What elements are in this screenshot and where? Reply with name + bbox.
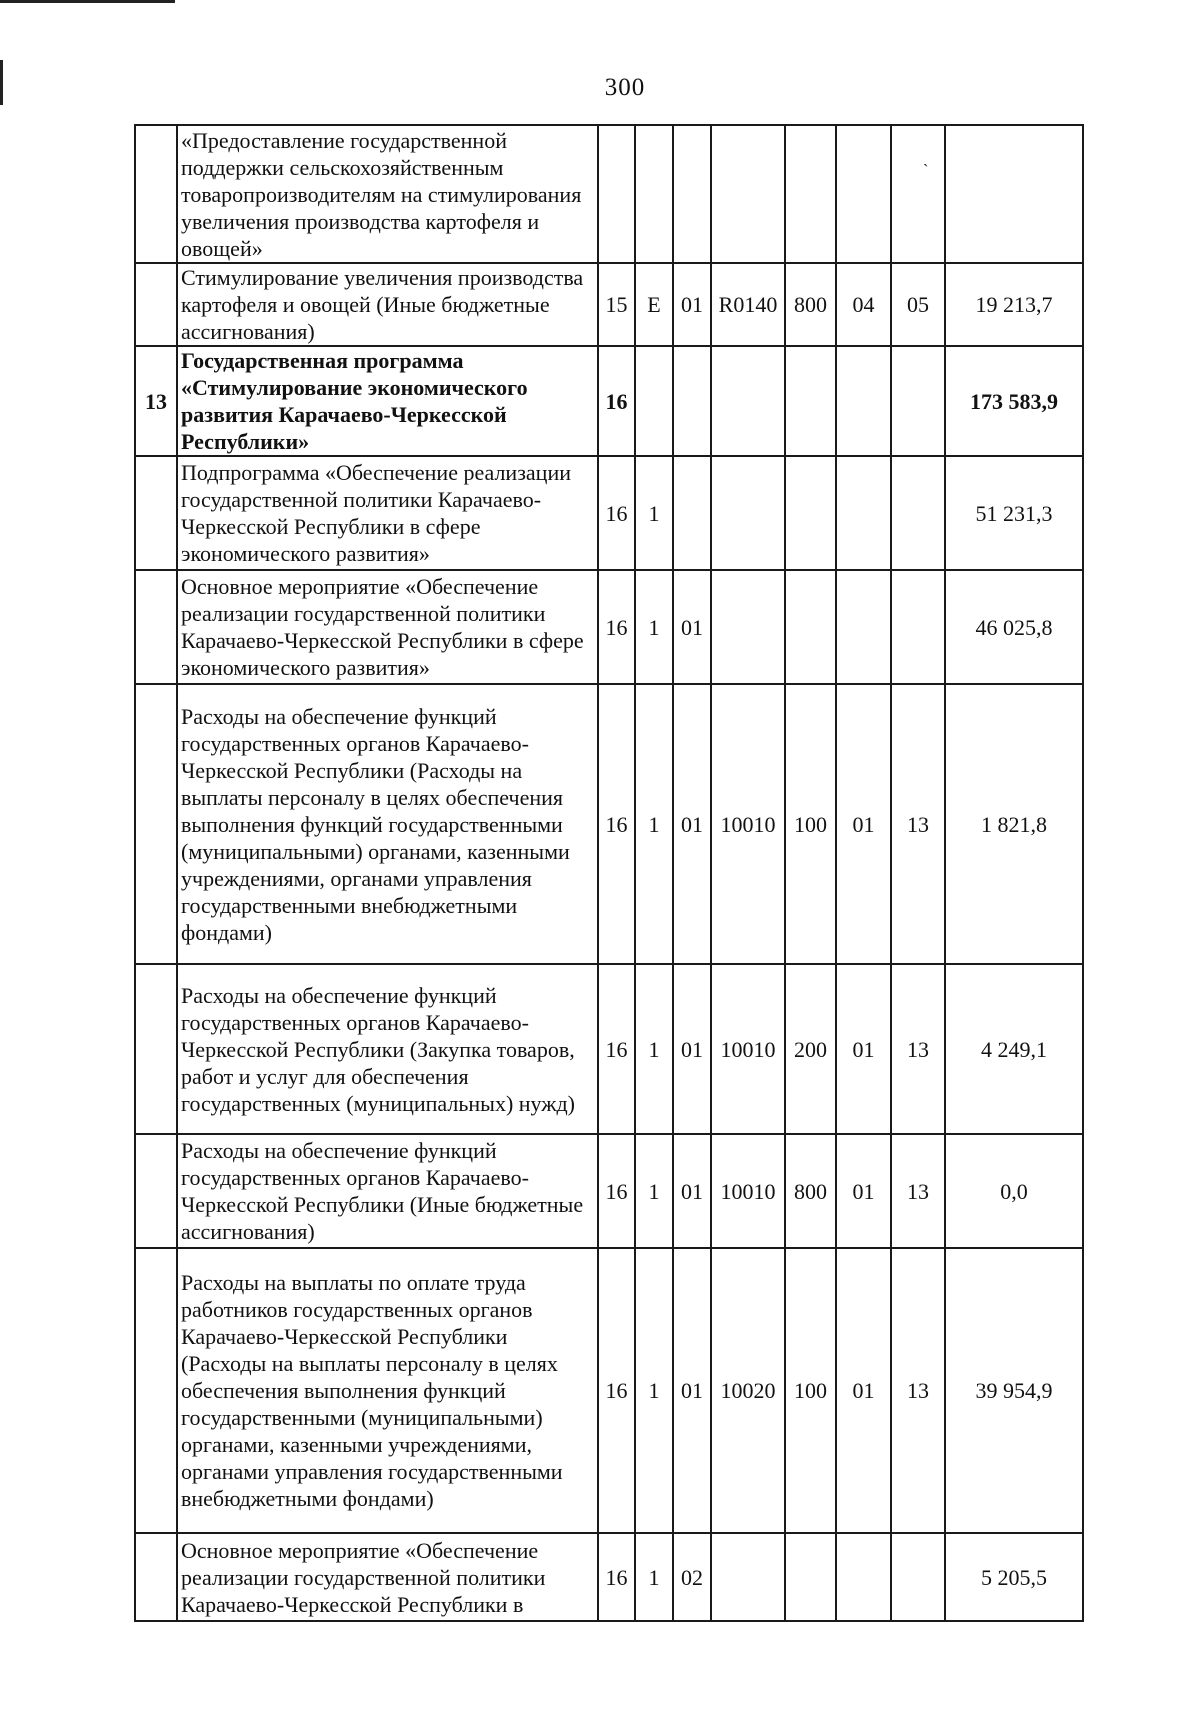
table-row (135, 263, 1083, 346)
table-row (135, 1134, 1083, 1248)
code-event-cell: 01 (673, 1248, 711, 1533)
amount-cell: 39 954,9 (945, 1248, 1083, 1533)
code-direction-cell (711, 1533, 785, 1621)
code-ministry-cell (598, 125, 635, 263)
table-row (135, 1248, 1083, 1533)
code-event-cell: 01 (673, 570, 711, 684)
code-expense-type-cell: 100 (785, 1248, 836, 1533)
code-ministry-cell: 16 (598, 964, 635, 1134)
table-row (135, 125, 1083, 263)
code-subsection-cell (891, 570, 945, 684)
page-number: 300 (604, 74, 646, 101)
row-number-cell (135, 684, 177, 964)
amount-cell: 51 231,3 (945, 456, 1083, 570)
code-event-cell: 01 (673, 964, 711, 1134)
code-subsection-cell: 05 (891, 263, 945, 346)
item-name-cell: Стимулирование увеличения производства картофеля и овощей (Иные бюджетные ассигнования) (177, 263, 598, 346)
code-section-cell: 01 (836, 964, 891, 1134)
code-subprogram-cell: 1 (635, 684, 673, 964)
item-name-cell: Основное мероприятие «Обеспечение реализации государственной политики Карачаево-Черкесской Республики в сфере экономического развития» (177, 570, 598, 684)
code-subsection-cell (891, 125, 945, 263)
code-direction-cell: R0140 (711, 263, 785, 346)
stray-tick-mark: ˋ (923, 162, 929, 179)
code-subsection-cell: 13 (891, 1248, 945, 1533)
code-expense-type-cell (785, 456, 836, 570)
code-subprogram-cell: 1 (635, 1533, 673, 1621)
code-expense-type-cell: 800 (785, 263, 836, 346)
code-subsection-cell (891, 456, 945, 570)
code-subprogram-cell: 1 (635, 1248, 673, 1533)
table-row (135, 456, 1083, 570)
item-name-cell: Расходы на обеспечение функций государственных органов Карачаево-Черкесской Республики (Иные бюджетные ассигнования) (177, 1134, 598, 1248)
amount-cell (945, 125, 1083, 263)
code-expense-type-cell (785, 346, 836, 456)
amount-cell: 0,0 (945, 1134, 1083, 1248)
row-number-cell (135, 1248, 177, 1533)
code-expense-type-cell: 200 (785, 964, 836, 1134)
code-direction-cell (711, 125, 785, 263)
code-subsection-cell: 13 (891, 684, 945, 964)
amount-cell: 4 249,1 (945, 964, 1083, 1134)
amount-cell: 1 821,8 (945, 684, 1083, 964)
code-subprogram-cell: 1 (635, 570, 673, 684)
code-ministry-cell: 16 (598, 1248, 635, 1533)
code-subprogram-cell: 1 (635, 456, 673, 570)
code-expense-type-cell: 800 (785, 1134, 836, 1248)
row-number-cell (135, 456, 177, 570)
code-direction-cell: 10020 (711, 1248, 785, 1533)
table-row (135, 964, 1083, 1134)
code-section-cell: 01 (836, 1248, 891, 1533)
amount-cell: 19 213,7 (945, 263, 1083, 346)
row-number-cell (135, 964, 177, 1134)
code-subsection-cell: 13 (891, 964, 945, 1134)
code-expense-type-cell: 100 (785, 684, 836, 964)
code-subsection-cell (891, 346, 945, 456)
code-ministry-cell: 16 (598, 570, 635, 684)
item-name-cell: Подпрограмма «Обеспечение реализации государственной политики Карачаево-Черкесской Республики в сфере экономического развития» (177, 456, 598, 570)
code-ministry-cell: 16 (598, 346, 635, 456)
code-direction-cell (711, 346, 785, 456)
item-name-cell: «Предоставление государственной поддержки сельскохозяйственным товаропроизводителям на стимулирования увеличения производства картофеля и овощей» (177, 125, 598, 263)
code-section-cell (836, 346, 891, 456)
code-direction-cell: 10010 (711, 964, 785, 1134)
code-event-cell: 01 (673, 1134, 711, 1248)
item-name-cell: Государственная программа «Стимулирование экономического развития Карачаево-Черкесской Республики» (177, 346, 598, 456)
code-event-cell (673, 456, 711, 570)
row-number-cell (135, 263, 177, 346)
code-section-cell (836, 125, 891, 263)
budget-table-body (135, 125, 1083, 1621)
code-subsection-cell: 13 (891, 1134, 945, 1248)
code-section-cell: 01 (836, 684, 891, 964)
code-ministry-cell: 16 (598, 456, 635, 570)
item-name-cell: Расходы на обеспечение функций государственных органов Карачаево-Черкесской Республики (Закупка товаров, работ и услуг для обеспечения государственных (муниципальных) нужд) (177, 964, 598, 1134)
item-name-cell: Основное мероприятие «Обеспечение реализации государственной политики Карачаево-Черкесской Республики в (177, 1533, 598, 1621)
code-ministry-cell: 16 (598, 1134, 635, 1248)
code-event-cell (673, 125, 711, 263)
code-expense-type-cell (785, 570, 836, 684)
code-section-cell: 04 (836, 263, 891, 346)
table-row (135, 684, 1083, 964)
code-subprogram-cell: E (635, 263, 673, 346)
code-ministry-cell: 15 (598, 263, 635, 346)
row-number-cell (135, 570, 177, 684)
code-direction-cell: 10010 (711, 684, 785, 964)
code-event-cell: 01 (673, 684, 711, 964)
code-subprogram-cell (635, 125, 673, 263)
code-expense-type-cell (785, 125, 836, 263)
code-subprogram-cell: 1 (635, 964, 673, 1134)
code-section-cell: 01 (836, 1134, 891, 1248)
budget-table (134, 124, 1084, 1622)
code-event-cell: 01 (673, 263, 711, 346)
code-subprogram-cell (635, 346, 673, 456)
code-ministry-cell: 16 (598, 1533, 635, 1621)
row-number-cell (135, 125, 177, 263)
code-event-cell (673, 346, 711, 456)
amount-cell: 5 205,5 (945, 1533, 1083, 1621)
amount-cell: 46 025,8 (945, 570, 1083, 684)
item-name-cell: Расходы на выплаты по оплате труда работников государственных органов Карачаево-Черкесской Республики (Расходы на выплаты персоналу в целях обеспечения выполнения функций государственными (муниципальными) органами, казенными учреждениями, органами управления государственными внебюджетными фондами) (177, 1248, 598, 1533)
table-row (135, 1533, 1083, 1621)
code-direction-cell (711, 456, 785, 570)
code-direction-cell: 10010 (711, 1134, 785, 1248)
row-number-cell: 13 (135, 346, 177, 456)
code-section-cell (836, 456, 891, 570)
table-row (135, 346, 1083, 456)
amount-cell: 173 583,9 (945, 346, 1083, 456)
item-name-cell: Расходы на обеспечение функций государственных органов Карачаево-Черкесской Республики (Расходы на выплаты персоналу в целях обеспечения выполнения функций государственными (муниципальными) органами, казенными учреждениями, органами управления государственными внебюджетными фондами) (177, 684, 598, 964)
row-number-cell (135, 1533, 177, 1621)
code-subprogram-cell: 1 (635, 1134, 673, 1248)
code-ministry-cell: 16 (598, 684, 635, 964)
code-subsection-cell (891, 1533, 945, 1621)
code-section-cell (836, 570, 891, 684)
row-number-cell (135, 1134, 177, 1248)
code-direction-cell (711, 570, 785, 684)
code-expense-type-cell (785, 1533, 836, 1621)
scan-top-rule (0, 0, 175, 3)
code-event-cell: 02 (673, 1533, 711, 1621)
table-row (135, 570, 1083, 684)
code-section-cell (836, 1533, 891, 1621)
